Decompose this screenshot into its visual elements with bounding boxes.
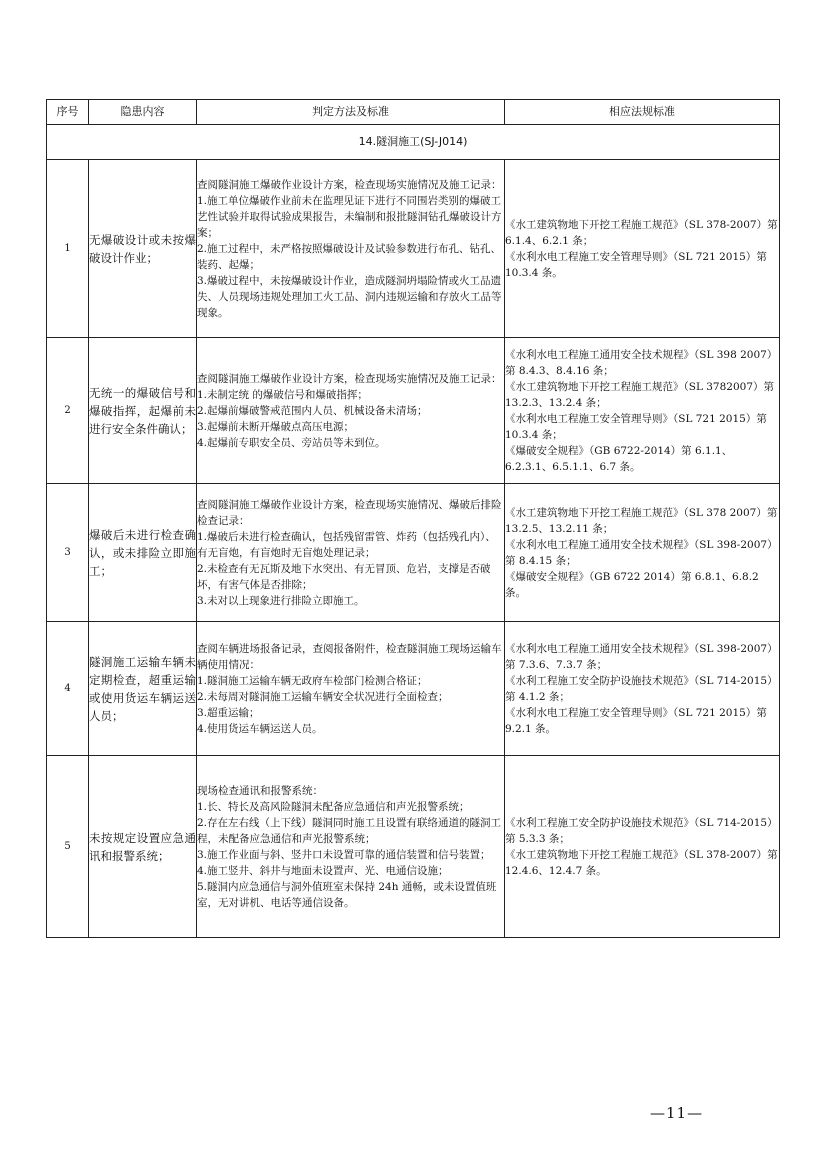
law-line: 《水利水电工程施工通用安全技术规程》（SL 398-2007）第 8.4.15 条； [505, 538, 778, 567]
table-row [47, 338, 780, 484]
method-line: 1.未制定统 的爆破信号和爆破指挥； [197, 388, 368, 401]
method-line: 3.施工作业面与斜、竖井口未设置可靠的通信装置和信号装置； [197, 848, 491, 861]
method-line: 查阅车辆进场报备记录，查阅报备附件，检查隧洞施工现场运输车辆使用情况： [197, 642, 502, 671]
method-line: 查阅隧洞施工爆破作业设计方案，检查现场实施情况及施工记录： [197, 372, 502, 385]
law-line: 《水工建筑物地下开挖工程施工规范》（SL 378-2007）第 12.4.6、12.4.7 条。 [505, 848, 778, 877]
row-hazard: 爆破后未进行检查确认，或未排险立即施工； [89, 484, 197, 622]
table-row [47, 160, 780, 338]
row-method [197, 622, 505, 756]
header-law: 相应法规标准 [505, 100, 780, 125]
row-law [505, 756, 780, 938]
method-line: 2.施工过程中，未严格按照爆破设计及试验参数进行布孔、钻孔、装药、起爆； [197, 242, 502, 271]
law-line: 《水工建筑物地下开挖工程施工规范》（SL 3782007）第 13.2.3、13.2.4 条； [505, 380, 775, 409]
section-row [47, 125, 780, 160]
row-hazard: 无爆破设计或未按爆破设计作业； [89, 160, 197, 338]
header-method: 判定方法及标准 [197, 100, 505, 125]
table-row [47, 484, 780, 622]
method-line: 2.起爆前爆破警戒范围内人员、机械设备未清场； [197, 404, 428, 417]
row-index: 1 [47, 160, 89, 338]
law-line: 《爆破安全规程》（GB 6722 2014）第 6.8.1、6.8.2 条。 [505, 570, 759, 599]
law-line: 《水利水电工程施工安全管理导则》（SL 721 2015）第 9.2.1 条。 [505, 706, 767, 735]
method-line: 查阅隧洞施工爆破作业设计方案，检查现场实施情况及施工记录： [197, 178, 502, 191]
method-line: 5.隧洞内应急通信与洞外值班室未保持 24h 通畅，或未设置值班室，无对讲机、电话等通信设备。 [197, 880, 497, 909]
method-line: 4.起爆前专职安全员、旁站员等未到位。 [197, 436, 386, 449]
row-hazard: 未按规定设置应急通讯和报警系统； [89, 756, 197, 938]
method-line: 2.未检查有无瓦斯及地下水突出、有无冒顶、危岩，支撑是否破坏，有害气体是否排除； [197, 562, 491, 591]
row-law [505, 338, 780, 484]
method-line: 1.隧洞施工运输车辆无政府车检部门检测合格证； [197, 674, 428, 687]
method-line: 3.未对以上现象进行排险立即施工。 [197, 594, 365, 607]
law-line: 《水工建筑物地下开挖工程施工规范》（SL 378-2007）第 6.1.4、6.2.1 条； [505, 218, 778, 247]
table-row [47, 756, 780, 938]
row-method [197, 160, 505, 338]
row-method [197, 338, 505, 484]
row-method [197, 756, 505, 938]
method-line: 1.爆破后未进行检查确认，包括残留雷管、炸药（包括残孔内）、有无盲炮，有盲炮时无盲炮处理记录； [197, 530, 496, 559]
method-line: 查阅隧洞施工爆破作业设计方案，检查现场实施情况、爆破后排险检查记录： [197, 498, 502, 527]
law-line: 《水利水电工程施工安全管理导则》（SL 721 2015）第 10.3.4 条。 [505, 250, 767, 279]
law-line: 《水利水电工程施工通用安全技术规程》（SL 398-2007）第 7.3.6、7.3.7 条； [505, 642, 778, 671]
method-line: 3.超重运输； [197, 706, 260, 719]
method-line: 2.存在左右线（上下线）隧洞同时施工且设置有联络通道的隧洞工程，未配备应急通信和声光报警系统； [197, 816, 502, 845]
row-hazard: 无统一的爆破信号和爆破指挥，起爆前未进行安全条件确认； [89, 338, 197, 484]
law-line: 《水利工程施工安全防护设施技术规范》（SL 714-2015）第 5.3.3 条； [505, 816, 778, 845]
table-row [47, 622, 780, 756]
method-line: 现场检查通讯和报警系统： [197, 784, 323, 797]
header-index: 序号 [47, 100, 89, 125]
law-line: 《水工建筑物地下开挖工程施工规范》（SL 378 2007）第 13.2.5、13.2.11 条； [505, 506, 778, 535]
row-index: 4 [47, 622, 89, 756]
row-index: 2 [47, 338, 89, 484]
hazard-table [46, 99, 780, 938]
row-hazard: 隧洞施工运输车辆未定期检查，超重运输或使用货运车辆运送人员； [89, 622, 197, 756]
law-line: 《水利水电工程施工通用安全技术规程》（SL 398 2007）第 8.4.3、8.4.16 条； [505, 348, 778, 377]
method-line: 4.使用货运车辆运送人员。 [197, 722, 323, 735]
method-line: 3.爆破过程中，未按爆破设计作业，造成隧洞坍塌险情或火工品遗失、人员现场违规处理加工火工品、洞内违规运输和存放火工品等现象。 [197, 274, 502, 319]
row-law [505, 160, 780, 338]
law-line: 《水利工程施工安全防护设施技术规范》（SL 714-2015）第 4.1.2 条； [505, 674, 778, 703]
section-title: 14.隧洞施工(SJ-J014) [47, 125, 780, 160]
method-line: 2.未每周对隧洞施工运输车辆安全状况进行全面检查； [197, 690, 449, 703]
header-hazard: 隐患内容 [89, 100, 197, 125]
row-law [505, 622, 780, 756]
row-index: 5 [47, 756, 89, 938]
row-method [197, 484, 505, 622]
method-line: 1.施工单位爆破作业前未在监理见证下进行不同围岩类别的爆破工艺性试验并取得试验成果报告，未编制和报批隧洞钻孔爆破设计方案； [197, 194, 502, 239]
law-line: 《水利水电工程施工安全管理导则》（SL 721 2015）第 10.3.4 条； [505, 412, 767, 441]
table-header-row [47, 100, 780, 125]
method-line: 3.起爆前未断开爆破点高压电源； [197, 420, 355, 433]
row-index: 3 [47, 484, 89, 622]
page-number: —11— [650, 1104, 704, 1122]
method-line: 1.长、特长及高风险隧洞未配备应急通信和声光报警系统； [197, 800, 470, 813]
method-line: 4.施工竖井、斜井与地面未设置声、光、电通信设施； [197, 864, 449, 877]
row-law [505, 484, 780, 622]
law-line: 《爆破安全规程》（GB 6722-2014）第 6.1.1、6.2.3.1、6.5.1.1、6.7 条。 [505, 444, 733, 473]
